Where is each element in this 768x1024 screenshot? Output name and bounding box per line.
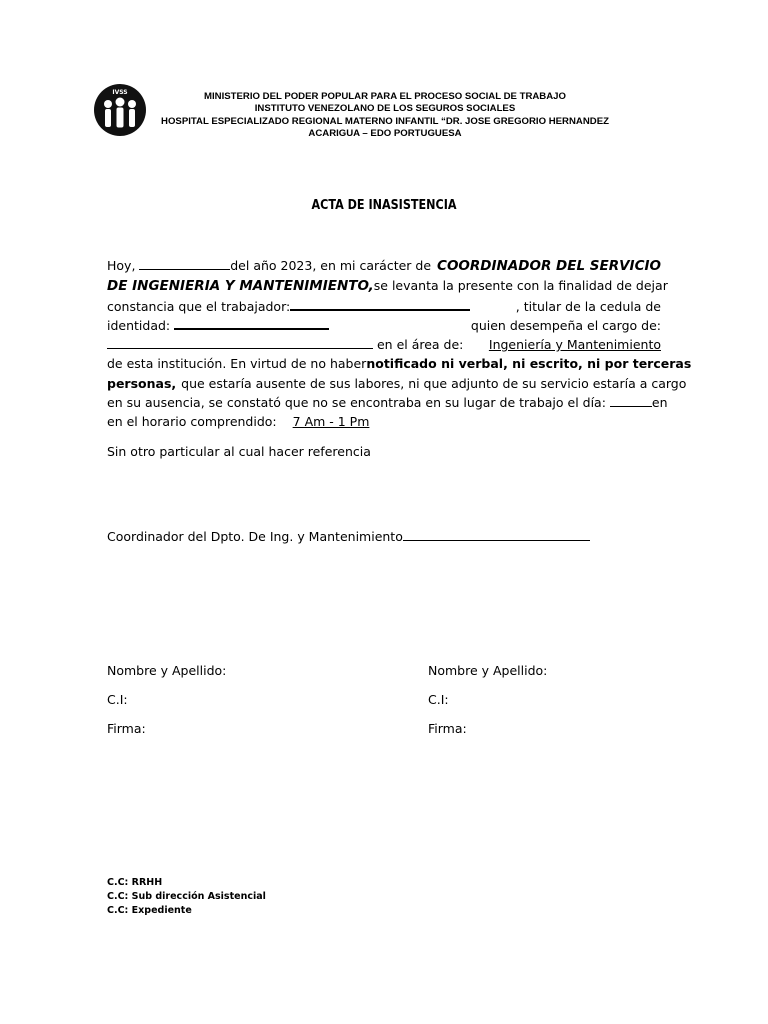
body-line-closing [107,442,661,461]
day-blank[interactable] [610,394,652,407]
worker-name-blank[interactable] [290,297,470,311]
text-identidad: identidad: [107,317,171,333]
body-line-9 [107,412,661,431]
text-horario: en el horario comprendido: [107,414,277,430]
text-notificado: notificado ni verbal, ni escrito, ni por terceras [366,356,692,372]
ivss-logo [92,82,148,138]
body-line-2 [107,276,668,296]
body-line-5 [107,335,661,354]
cc-item: C.C: RRHH [107,877,163,888]
header-line-location: ACARIGUA – EDO PORTUGUESA [308,128,462,140]
text-sin-otro: Sin otro particular al cual hacer referencia [107,443,371,459]
body-line-8 [107,393,668,412]
text-area-label: en el área de: [376,337,464,353]
coordinator-signature-blank[interactable] [403,528,590,541]
document-title: ACTA DE INASISTENCIA [311,198,457,213]
horario-value: 7 Am - 1 Pm [292,414,370,430]
left-name-label: Nombre y Apellido: [107,663,227,678]
header-line-hospital: HOSPITAL ESPECIALIZADO REGIONAL MATERNO INFANTIL “DR. JOSE GREGORIO HERNANDEZ [161,115,609,127]
right-ci-label: C.I: [428,692,449,707]
role-line-1: COORDINADOR DEL SERVICIO [437,258,661,274]
text-hoy: Hoy, [107,258,136,273]
text-ausencia: en su ausencia, se constató que no se encontraba en su lugar de trabajo el día: [107,395,606,411]
body-line-1 [107,256,661,276]
id-number-blank[interactable] [174,316,329,330]
text-se-levanta: se levanta la presente con la finalidad de dejar [373,278,668,294]
text-ausente: que estaría ausente de sus labores, ni que adjunto de su servicio estaría a cargo [181,375,687,391]
area-value: Ingeniería y Mantenimiento [488,337,661,353]
body-line-4 [107,316,661,335]
coordinator-label: Coordinador del Dpto. De Ing. y Mantenimiento [107,529,403,544]
text-del-ano: del año 2023, en mi carácter de [230,258,432,273]
text-personas: personas, [107,375,177,391]
left-firma-label: Firma: [107,721,146,736]
body-line-6 [107,354,692,373]
body-line-7 [107,374,687,393]
header-line-ministry: MINISTERIO DEL PODER POPULAR PARA EL PROCESO SOCIAL DE TRABAJO [204,91,566,102]
header-line-institute: INSTITUTO VENEZOLANO DE LOS SEGUROS SOCIALES [254,103,516,115]
right-name-label: Nombre y Apellido: [428,663,548,678]
body-paragraph [107,256,692,461]
position-blank[interactable] [107,336,373,349]
text-titular: , titular de la cedula de [515,298,661,314]
role-line-2: DE INGENIERIA Y MANTENIMIENTO, [107,278,374,295]
right-firma-label: Firma: [428,721,467,736]
text-quien: quien desempeña el cargo de: [470,317,661,333]
institution-header [150,91,620,141]
date-blank[interactable] [139,257,230,270]
text-institucion: de esta institución. En virtud de no haber [107,356,367,372]
cc-item: C.C: Expediente [107,905,192,916]
text-constancia: constancia que el trabajador: [107,298,291,314]
cc-list [107,876,266,918]
cc-item: C.C: Sub dirección Asistencial [107,891,266,902]
text-en: en [651,395,668,411]
left-ci-label: C.I: [107,692,128,707]
body-line-3 [107,297,661,316]
logo-text: IVSS [112,89,128,96]
coordinator-signature-line [107,528,590,544]
